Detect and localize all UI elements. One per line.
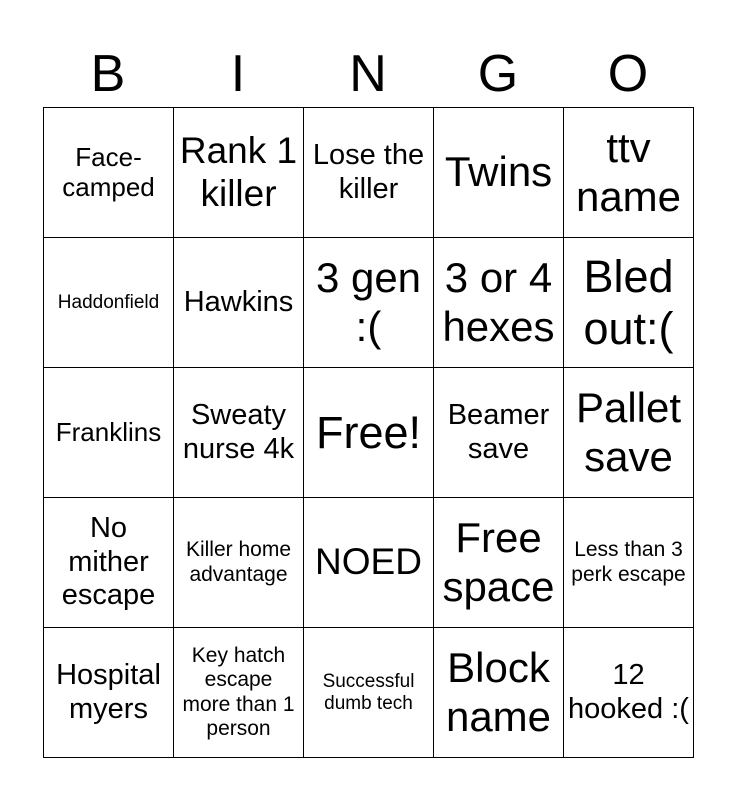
grid-row <box>44 108 694 238</box>
bingo-cell: Sweaty nurse 4k <box>174 368 304 498</box>
bingo-cell: Hospital myers <box>44 628 174 758</box>
grid-row <box>44 628 694 758</box>
grid-row <box>44 238 694 368</box>
bingo-cell: Block name <box>434 628 564 758</box>
bingo-cell: 12 hooked :( <box>564 628 694 758</box>
bingo-cell: Franklins <box>44 368 174 498</box>
bingo-cell: Key hatch escape more than 1 person <box>174 628 304 758</box>
bingo-cell: No mither escape <box>44 498 174 628</box>
bingo-cell: Free! <box>304 368 434 498</box>
grid-row <box>44 368 694 498</box>
bingo-cell: Hawkins <box>174 238 304 368</box>
bingo-cell: Killer home advantage <box>174 498 304 628</box>
bingo-cell: ttv name <box>564 108 694 238</box>
bingo-cell: Twins <box>434 108 564 238</box>
bingo-cell: Free space <box>434 498 564 628</box>
grid-row <box>44 498 694 628</box>
bingo-cell: 3 gen :( <box>304 238 434 368</box>
bingo-cell: Face-camped <box>44 108 174 238</box>
bingo-cell: Bled out:( <box>564 238 694 368</box>
bingo-grid <box>43 107 694 758</box>
header-letter-g: G <box>477 45 519 103</box>
bingo-cell: Less than 3 perk escape <box>564 498 694 628</box>
bingo-cell: 3 or 4 hexes <box>434 238 564 368</box>
header-letter-n: N <box>349 45 387 103</box>
bingo-cell: Lose the killer <box>304 108 434 238</box>
bingo-cell: Beamer save <box>434 368 564 498</box>
header-letter-i: I <box>230 45 246 103</box>
bingo-cell: Successful dumb tech <box>304 628 434 758</box>
bingo-cell: NOED <box>304 498 434 628</box>
bingo-cell: Rank 1 killer <box>174 108 304 238</box>
header-letter-o: O <box>607 45 649 103</box>
bingo-cell: Pallet save <box>564 368 694 498</box>
bingo-cell: Haddonfield <box>44 238 174 368</box>
header-letter-b: B <box>90 45 126 103</box>
bingo-header <box>43 40 693 108</box>
